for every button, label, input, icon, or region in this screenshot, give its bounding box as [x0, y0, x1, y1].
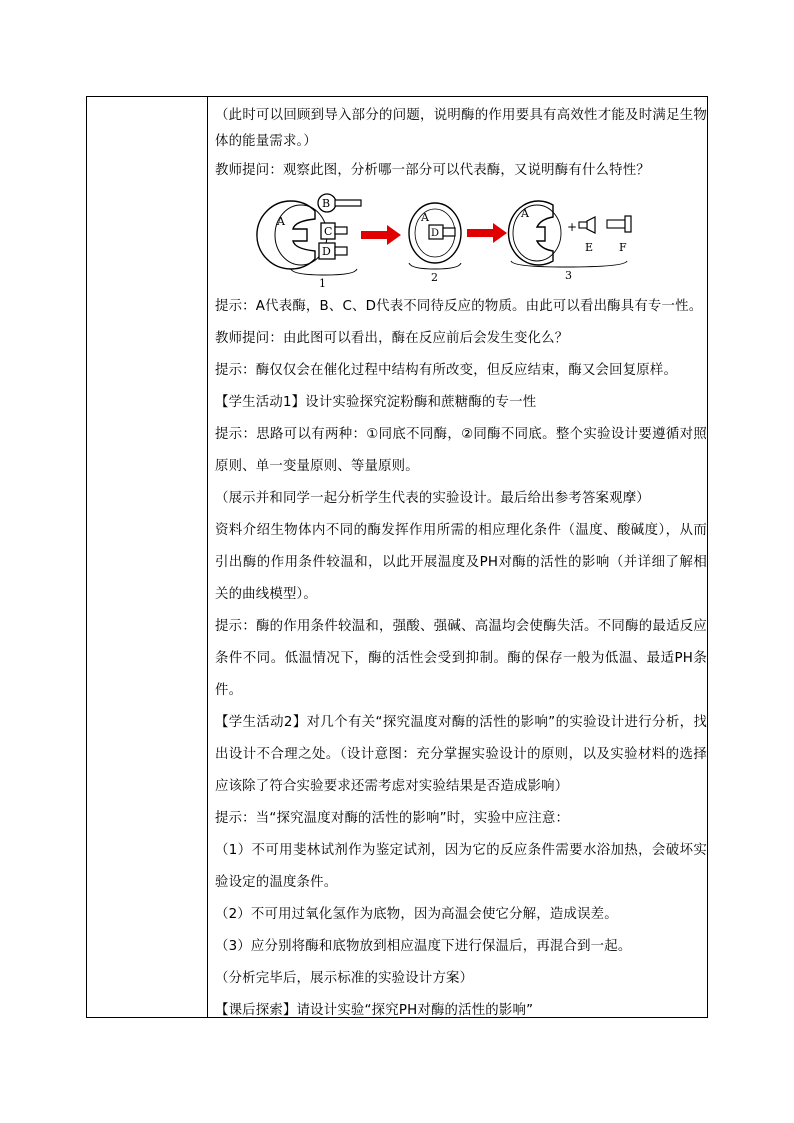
- paragraph-hint-experiment-design: 提示：思路可以有两种：①同底不同酶，②同酶不同底。整个实验设计要遵循对照原则、单一变量原则、等量原则。: [215, 427, 707, 474]
- label-b: B: [322, 197, 331, 210]
- paragraph-show-design: （展示并和同学一起分析学生代表的实验设计。最后给出参考答案观摩）: [215, 491, 650, 506]
- paragraph-hint-enzyme-restores: 提示：酶仅仅会在催化过程中结构有所改变，但反应结束，酶又会回复原样。: [215, 363, 678, 378]
- lesson-content-cell: [215, 103, 707, 1027]
- panel-1: [257, 194, 361, 290]
- paragraph-note-1: （1）不可用斐林试剂作为鉴定试剂，因为它的反应条件需要水浴加热，会破坏实验设定的温度条件。: [215, 843, 707, 890]
- label-c: C: [324, 225, 333, 238]
- paragraph-teacher-question-1: 教师提问：观察此图，分析哪一部分可以代表酶，又说明酶有什么特性？: [215, 163, 650, 178]
- paragraph-hint-enzyme-specificity: 提示：A代表酶，B、C、D代表不同待反应的物质。由此可以看出酶具有专一性。: [215, 299, 703, 314]
- label-number-3: 3: [565, 269, 572, 282]
- enzyme-diagram: [215, 189, 707, 291]
- column-divider: [207, 97, 208, 1017]
- label-a-3: A: [521, 207, 529, 220]
- label-f: F: [619, 241, 627, 254]
- label-plus: +: [567, 220, 578, 234]
- label-number-1: 1: [319, 277, 326, 290]
- label-e: E: [585, 241, 594, 254]
- red-arrow-1: [361, 225, 401, 245]
- paragraph-note-3: （3）应分别将酶和底物放到相应温度下进行保温后，再混合到一起。: [215, 939, 632, 954]
- paragraph-material-intro: 资料介绍生物体内不同的酶发挥作用所需的相应理化条件（温度、酸碱度），从而引出酶的作用条件较温和，以此开展温度及PH对酶的活性的影响（并详细了解相关的曲线模型）。: [215, 523, 707, 602]
- paragraph-teacher-question-2: 教师提问：由此图可以看出，酶在反应前后会发生变化么？: [215, 331, 569, 346]
- paragraph-recall-note: （此时可以回顾到导入部分的问题，说明酶的作用要具有高效性才能及时满足生物体的能量需求。）: [215, 108, 707, 149]
- lesson-table: [86, 96, 708, 1018]
- panel-2: [409, 203, 461, 284]
- enzyme-a-shape: [257, 201, 315, 269]
- paragraph-student-activity-2: 【学生活动2】对几个有关“探究温度对酶的活性的影响”的实验设计进行分析，找出设计不合理之处。（设计意图：充分掌握实验设计的原则，以及实验材料的选择应该除了符合实验要求还需考虑对实验结果是否造成影响）: [215, 715, 707, 794]
- label-a-2: A: [421, 211, 429, 224]
- label-number-2: 2: [431, 271, 438, 284]
- red-arrow-2: [467, 223, 507, 243]
- paragraph-show-standard-design: （分析完毕后，展示标准的实验设计方案）: [215, 971, 474, 986]
- paragraph-hint-mild-conditions: 提示：酶的作用条件较温和，强酸、强碱、高温均会使酶失活。不同酶的最适反应条件不同。低温情况下，酶的活性会受到抑制。酶的保存一般为低温、最适PH条件。: [215, 619, 707, 698]
- paragraph-hint-temperature: 提示：当“探究温度对酶的活性的影响”时，实验中应注意：: [215, 811, 570, 826]
- paragraph-note-2: （2）不可用过氧化氢作为底物，因为高温会使它分解，造成误差。: [215, 907, 618, 922]
- label-a-1: A: [277, 215, 285, 228]
- paragraph-after-class: 【课后探索】请设计实验“探究PH对酶的活性的影响”: [215, 1003, 534, 1018]
- panel-3: [508, 201, 631, 282]
- enzyme-diagram-svg: [215, 189, 707, 291]
- label-d: D: [322, 245, 331, 258]
- paragraph-student-activity-1: 【学生活动1】设计实验探究淀粉酶和蔗糖酶的专一性: [215, 395, 537, 410]
- label-d-2: D: [431, 228, 440, 239]
